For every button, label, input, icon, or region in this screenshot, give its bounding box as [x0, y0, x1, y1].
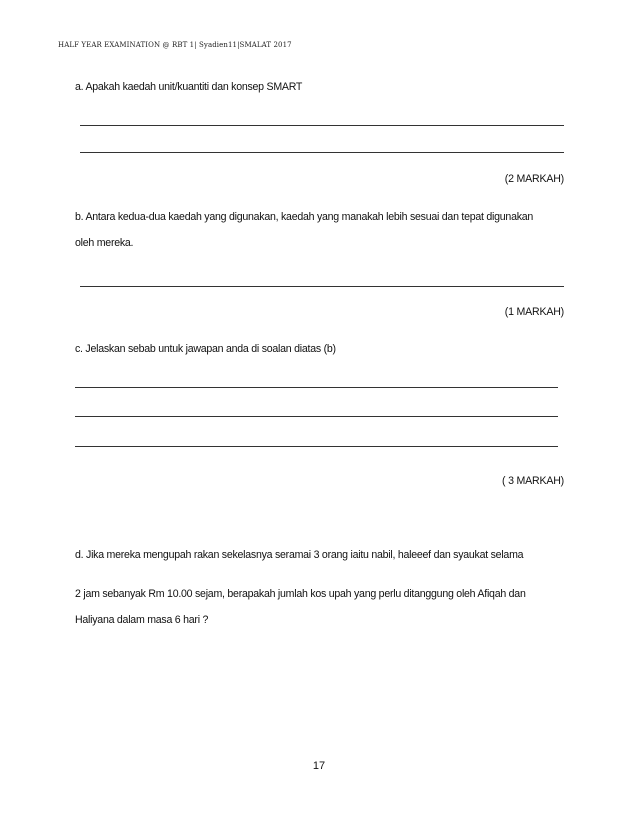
question-d-line2: 2 jam sebanyak Rm 10.00 sejam, berapakah jumlah kos upah yang perlu ditanggung oleh Afiqah dan: [75, 588, 526, 600]
answer-line-a1: [80, 125, 564, 126]
question-b-line1: b. Antara kedua-dua kaedah yang digunakan, kaedah yang manakah lebih sesuai dan tepat digunakan: [75, 211, 534, 223]
question-a-marks: (2 MARKAH): [504, 173, 564, 185]
question-c-text: c. Jelaskan sebab untuk jawapan anda di soalan diatas (b): [75, 343, 336, 355]
question-b-line2: oleh mereka.: [75, 237, 134, 249]
answer-line-a2: [80, 152, 564, 153]
question-d-line3: Haliyana dalam masa 6 hari ?: [75, 614, 209, 626]
answer-line-c1: [75, 387, 558, 388]
question-b-marks: (1 MARKAH): [504, 306, 564, 318]
answer-line-c2: [75, 416, 558, 417]
page-number: 17: [312, 760, 326, 772]
answer-line-b1: [80, 286, 564, 287]
question-c-marks: ( 3 MARKAH): [502, 475, 564, 487]
question-d-line1: d. Jika mereka mengupah rakan sekelasnya seramai 3 orang iaitu nabil, haleeef dan syaukat selama: [75, 549, 524, 561]
question-a-text: a. Apakah kaedah unit/kuantiti dan konsep SMART: [75, 81, 303, 93]
page-header: HALF YEAR EXAMINATION @ RBT 1| Syadien11|SMALAT 2017: [58, 41, 292, 49]
answer-line-c3: [75, 446, 558, 447]
